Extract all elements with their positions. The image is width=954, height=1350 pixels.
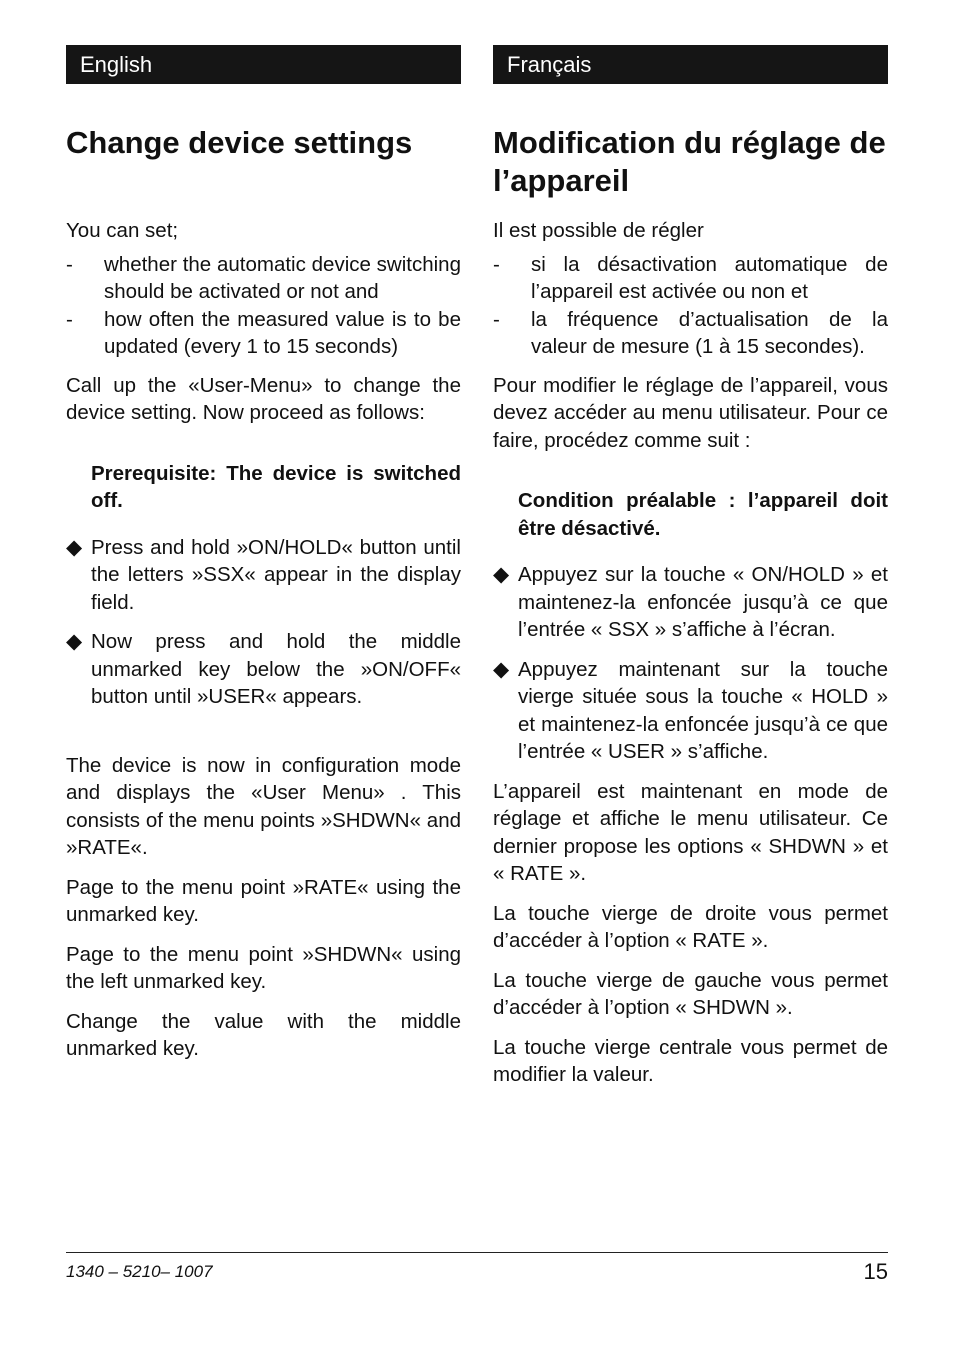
dash-marker: - bbox=[66, 307, 73, 331]
diamond-bullet-icon: ◆ bbox=[493, 657, 510, 681]
value-paragraph: La touche vierge centrale vous permet de modifier la valeur. bbox=[493, 1035, 888, 1086]
step-text: Appuyez maintenant sur la touche vierge située sous la touche « HOLD » et maintenez-la enfoncée jusqu’à ce que l’entrée « USER » s’affiche. bbox=[518, 657, 888, 763]
prerequisite-note: Condition préalable : l’appareil doit être désactivé. bbox=[518, 489, 888, 540]
diamond-bullet-icon: ◆ bbox=[66, 630, 83, 653]
shdwn-paragraph: La touche vierge de gauche vous permet d’accéder à l’option « SHDWN ». bbox=[493, 968, 888, 1019]
english-column bbox=[66, 45, 461, 1060]
page-number: 15 bbox=[863, 1259, 888, 1284]
rate-paragraph: Page to the menu point »RATE« using the unmarked key. bbox=[66, 875, 461, 926]
list-item bbox=[66, 251, 461, 306]
intro-text: You can set; bbox=[66, 219, 179, 242]
dash-marker: - bbox=[66, 252, 73, 276]
diamond-bullet-icon: ◆ bbox=[66, 535, 83, 559]
instruction-paragraph: Call up the «User-Menu» to change the device setting. Now proceed as follows: bbox=[66, 373, 461, 424]
instruction-paragraph: Pour modifier le réglage de l’appareil, vous devez accéder au menu utilisateur. Pour ce faire, procédez comme suit : bbox=[493, 373, 888, 452]
rate-paragraph: La touche vierge de droite vous permet d’accéder à l’option « RATE ». bbox=[493, 901, 888, 952]
settings-list bbox=[493, 251, 888, 361]
footer-divider bbox=[66, 1252, 888, 1253]
language-header-french: Français bbox=[493, 45, 888, 84]
french-column bbox=[493, 45, 888, 1086]
value-paragraph: Change the value with the middle unmarked key. bbox=[66, 1009, 461, 1060]
list-item-text: how often the measured value is to be updated (every 1 to 15 seconds) bbox=[104, 307, 461, 358]
list-item bbox=[66, 306, 461, 361]
list-item bbox=[493, 306, 888, 361]
list-item-text: la fréquence d’actualisation de la valeur de mesure (1 à 15 secondes). bbox=[531, 307, 888, 358]
step-item bbox=[66, 628, 461, 711]
step-item bbox=[493, 656, 888, 766]
step-item bbox=[66, 534, 461, 617]
body-text-french bbox=[493, 217, 888, 1101]
list-item bbox=[493, 251, 888, 306]
section-title-french: Modification du réglage de l’appareil bbox=[493, 125, 886, 198]
diamond-bullet-icon: ◆ bbox=[493, 563, 510, 586]
mode-paragraph: The device is now in configuration mode and displays the «User Menu» . This consists of the menu points »SHDWN« and »RATE«. bbox=[66, 753, 461, 859]
language-header-english: English bbox=[66, 45, 461, 84]
section-title-english: Change device settings bbox=[66, 125, 413, 160]
shdwn-paragraph: Page to the menu point »SHDWN« using the left unmarked key. bbox=[66, 942, 461, 993]
body-text-english bbox=[66, 217, 461, 1075]
step-text: Press and hold »ON/HOLD« button until the letters »SSX« appear in the display field. bbox=[91, 535, 461, 614]
step-text: Appuyez sur la touche « ON/HOLD » et maintenez-la enfoncée jusqu’à ce que l’entrée « SSX » s’affiche à l’écran. bbox=[518, 563, 888, 641]
list-item-text: whether the automatic device switching should be activated or not and bbox=[104, 252, 461, 303]
document-number: 1340 – 5210– 1007 bbox=[66, 1262, 213, 1281]
mode-paragraph: L’appareil est maintenant en mode de réglage et affiche le menu utilisateur. Ce dernier propose les options « SHDWN » et « RATE ». bbox=[493, 779, 888, 885]
list-item-text: si la désactivation automatique de l’appareil est activée ou non et bbox=[531, 252, 888, 303]
dash-marker: - bbox=[493, 252, 500, 276]
dash-marker: - bbox=[493, 307, 500, 331]
step-text: Now press and hold the middle unmarked key below the »ON/OFF« button until »USER« appears. bbox=[91, 630, 461, 708]
intro-text: Il est possible de régler bbox=[493, 219, 704, 242]
prerequisite-note: Prerequisite: The device is switched off. bbox=[91, 461, 461, 512]
step-item bbox=[493, 561, 888, 644]
settings-list bbox=[66, 251, 461, 361]
